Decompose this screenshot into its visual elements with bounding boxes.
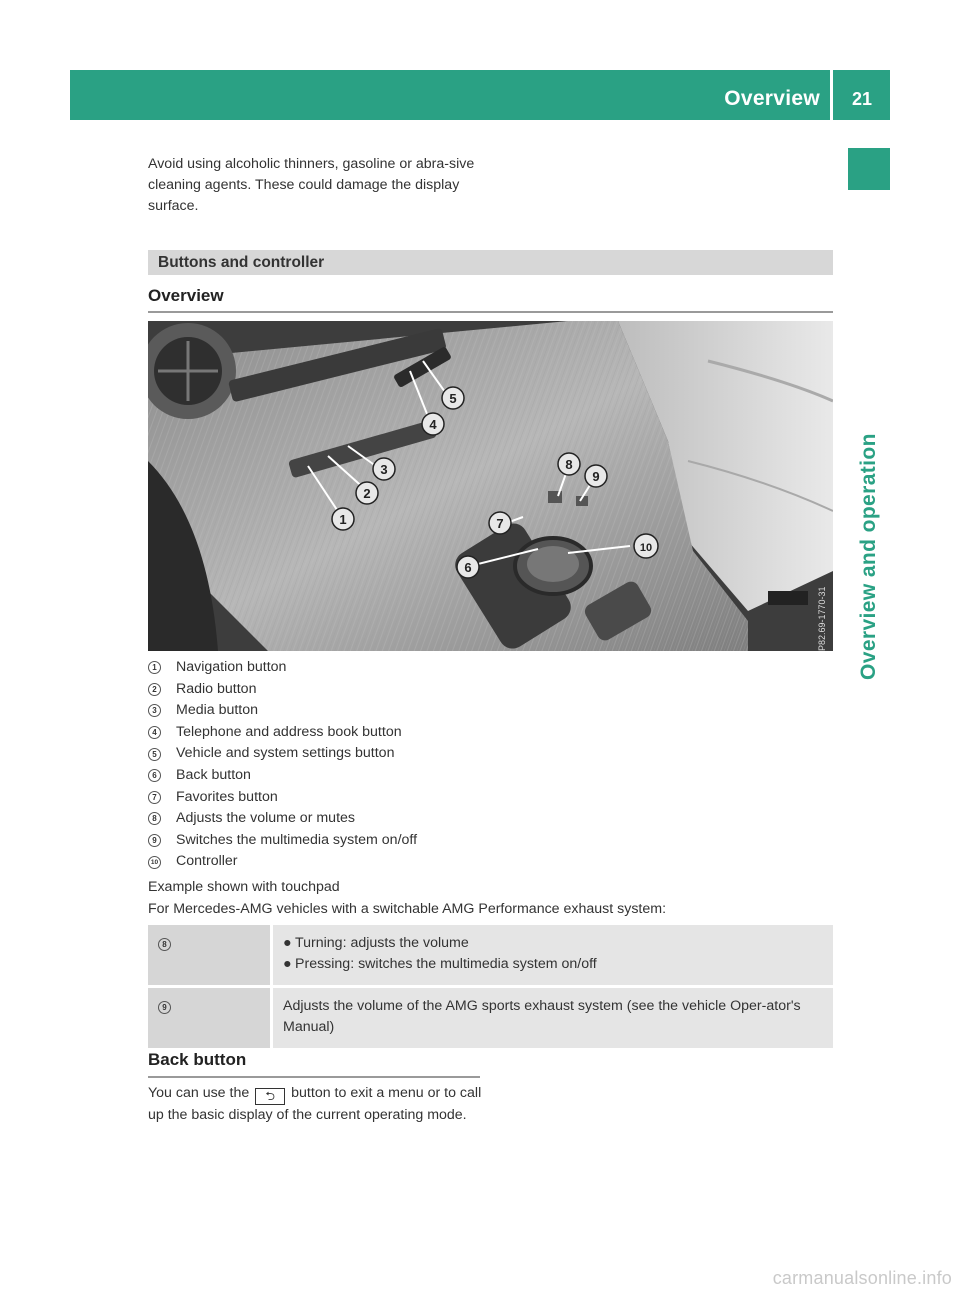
legend-item — [148, 830, 833, 852]
legend-item — [148, 851, 833, 873]
amg-note: For Mercedes-AMG vehicles with a switchable AMG Performance exhaust system: — [148, 901, 667, 917]
legend-label: Navigation button — [176, 659, 287, 675]
amg-table — [148, 925, 833, 1051]
legend-item — [148, 787, 833, 809]
section-header — [148, 250, 833, 275]
bullet-icon: ● — [283, 935, 292, 951]
section-title: Buttons and controller — [158, 254, 325, 271]
svg-text:6: 6 — [464, 560, 472, 575]
svg-text:9: 9 — [592, 469, 600, 484]
legend-label: Telephone and address book button — [176, 723, 402, 740]
svg-text:3: 3 — [380, 462, 388, 477]
watermark: carmanualsonline.info — [772, 1268, 952, 1288]
intro-paragraph: Avoid using alcoholic thinners, gasoline or abra-sive cleaning agents. These could damage the display surface. — [148, 156, 475, 214]
legend-number: 5 — [148, 748, 161, 761]
legend-item — [148, 700, 833, 722]
center-console-photo — [148, 321, 833, 651]
svg-text:10: 10 — [639, 542, 653, 554]
table-key-cell — [148, 988, 273, 1051]
back-arrow-icon: ⮌ — [255, 1088, 285, 1105]
callout-9 — [585, 465, 607, 487]
photo-code: P82.69-1770-31 — [817, 586, 827, 651]
back-text-before: You can use the — [148, 1085, 250, 1101]
button-legend — [148, 657, 833, 873]
table-row — [148, 988, 833, 1051]
legend-item — [148, 657, 833, 679]
legend-number: 3 — [148, 704, 161, 717]
svg-text:1: 1 — [339, 512, 347, 527]
legend-label: Adjusts the volume or mutes — [176, 810, 355, 827]
table-key-number: 8 — [158, 938, 171, 951]
bullet-text: Turning: adjusts the volume — [295, 935, 469, 951]
touchpad-note: Example shown with touchpad — [148, 879, 340, 895]
callout-8 — [558, 453, 580, 475]
svg-text:2: 2 — [363, 486, 371, 501]
bullet-item — [283, 954, 823, 975]
back-button-paragraph — [148, 1083, 484, 1125]
legend-label: Controller — [176, 853, 238, 870]
table-key-number: 9 — [158, 1001, 171, 1014]
bullet-icon: ● — [283, 956, 292, 972]
table-value-cell: Adjusts the volume of the AMG sports exhaust system (see the vehicle Oper-ator's Manual) — [273, 988, 833, 1051]
legend-item — [148, 722, 833, 744]
callout-5 — [442, 387, 464, 409]
legend-item — [148, 765, 833, 787]
legend-label: Favorites button — [176, 788, 278, 805]
chapter-side-label: Overview and operation — [857, 433, 880, 680]
legend-number: 2 — [148, 683, 161, 696]
svg-text:4: 4 — [429, 417, 437, 432]
legend-number: 1 — [148, 661, 161, 674]
legend-number: 9 — [148, 834, 161, 847]
legend-number: 4 — [148, 726, 161, 739]
table-row — [148, 925, 833, 988]
callout-1 — [332, 508, 354, 530]
callout-10 — [634, 534, 658, 558]
chapter-tab-marker — [848, 148, 890, 190]
header-title: Overview — [724, 87, 820, 110]
legend-number: 10 — [148, 856, 161, 869]
legend-label: Vehicle and system settings button — [176, 745, 395, 762]
callout-4 — [422, 413, 444, 435]
callout-2 — [356, 482, 378, 504]
console-illustration — [148, 321, 833, 651]
callout-3 — [373, 458, 395, 480]
legend-number: 6 — [148, 769, 161, 782]
callout-6 — [457, 556, 479, 578]
legend-item — [148, 808, 833, 830]
legend-label: Radio button — [176, 680, 257, 697]
legend-number: 8 — [148, 812, 161, 825]
svg-text:8: 8 — [565, 457, 573, 472]
page-header — [70, 70, 890, 120]
back-button-heading: Back button — [148, 1050, 480, 1078]
page-number: 21 — [851, 89, 872, 109]
back-text-after: button to exit a menu or to call up the basic display of the current operating mode. — [148, 1085, 482, 1123]
table-key-cell — [148, 925, 273, 988]
legend-item — [148, 743, 833, 765]
svg-text:7: 7 — [496, 516, 504, 531]
legend-number: 7 — [148, 791, 161, 804]
legend-label: Media button — [176, 702, 259, 719]
overview-heading: Overview — [148, 286, 833, 313]
callout-7 — [489, 512, 511, 534]
bullet-text: Pressing: switches the multimedia system on/off — [295, 956, 597, 972]
table-value-cell — [273, 925, 833, 988]
legend-item — [148, 679, 833, 701]
bullet-item — [283, 933, 823, 954]
svg-text:5: 5 — [449, 391, 457, 406]
legend-label: Back button — [176, 766, 251, 783]
legend-label: Switches the multimedia system on/off — [176, 831, 418, 848]
header-divider — [830, 70, 833, 120]
